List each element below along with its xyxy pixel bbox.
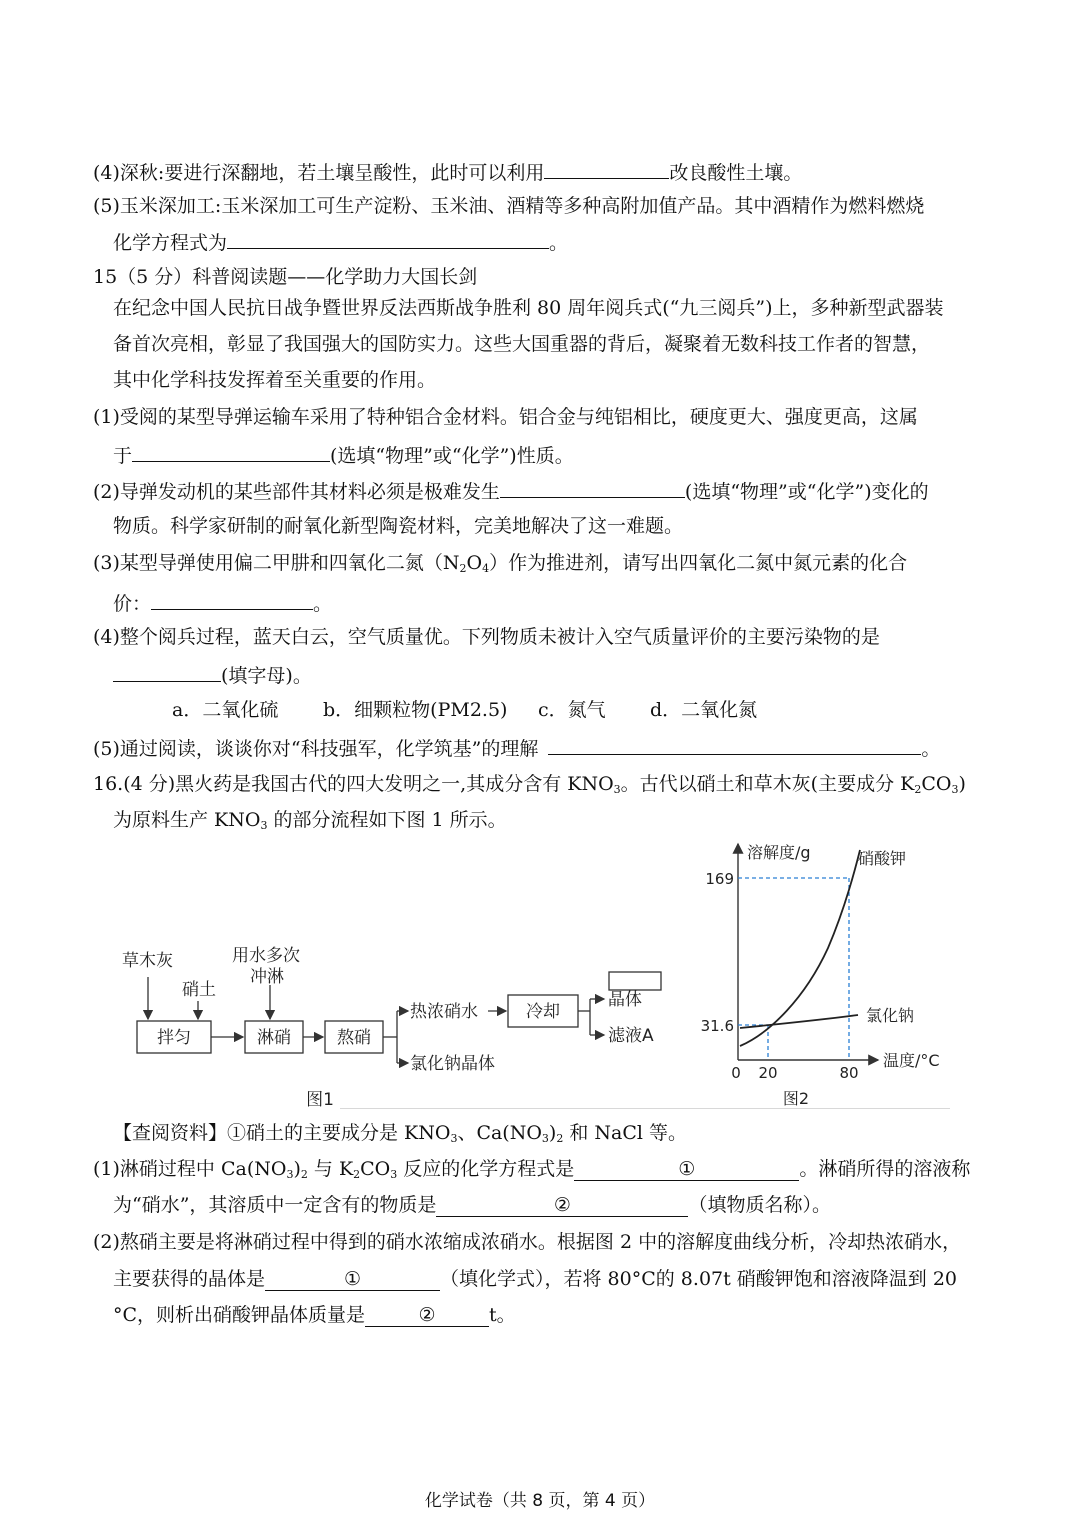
answer-blank-q15-5[interactable] [548, 734, 921, 755]
answer-blank-q15-4[interactable] [113, 661, 221, 682]
q16-stem-line1: 16.(4 分)黑火药是我国古代的四大发明之一,其成分含有 $KNO_3$。古代以硝土和草木灰(主要成分 $K_2CO_3$) [93, 773, 966, 796]
answer-blank-q16-2-2[interactable]: ② [365, 1304, 489, 1327]
label-mix: 拌匀 [157, 1028, 191, 1048]
answer-blank-q14-5[interactable] [227, 228, 549, 249]
x-axis-label: 温度/°C [883, 1051, 940, 1070]
y-tick-169: 169 [705, 870, 734, 888]
q15-item4: (4)整个阅兵过程，蓝天白云，空气质量优。下列物质未被计入空气质量评价的主要污染物的是 [93, 626, 880, 648]
x-tick-80: 80 [839, 1064, 859, 1082]
crystal-blank-box[interactable] [609, 972, 661, 990]
q15-option-a: a．二氧化硫 [172, 699, 279, 721]
figure2-caption: 图2 [782, 1089, 810, 1108]
answer-blank-q16-2-1[interactable]: ① [265, 1268, 440, 1291]
solubility-curve-chart [700, 838, 960, 1116]
input-plant-ash: 草木灰 [122, 951, 173, 971]
q15-item3: (3)某型导弹使用偏二甲肼和四氧化二氮$(N_2O_4)$作为推进剂，请写出四氧化二氮中氮元素的化合 [93, 552, 908, 575]
q14-item5-line2: 化学方程式为 。 [113, 228, 568, 256]
y-axis-label: 溶解度/g [747, 843, 811, 862]
nacl-curve [740, 1015, 858, 1028]
q15-item1-line2: 于 (选填“物理”或“化学”)性质。 [113, 441, 574, 469]
q15-item3-line2: 价： 。 [113, 589, 332, 617]
kno3-curve-label: 硝酸钾 [858, 849, 907, 868]
figure1-caption: 图1 [306, 1090, 334, 1110]
q16-reference-info: 【查阅资料】①硝土的主要成分是 $KNO_3$、$Ca(NO_3)_2$ 和 NaCl 等。 [113, 1122, 688, 1145]
label-boil: 熬硝 [337, 1028, 371, 1048]
nacl-curve-label: 氯化钠 [866, 1006, 915, 1025]
answer-blank-q15-1[interactable] [132, 441, 330, 462]
output-hot-nitre-water: 热浓硝水 [410, 1002, 478, 1022]
label-cool: 冷却 [526, 1002, 560, 1022]
page-footer: 化学试卷（共 8 页，第 4 页） [424, 1491, 656, 1511]
q14-item4: (4)深秋:要进行深翻地，若土壤呈酸性，此时可以利用 改良酸性土壤。 [93, 158, 802, 186]
q15-item2: (2)导弹发动机的某些部件其材料必须是极难发生 (选填“物理”或“化学”)变化的 [93, 477, 929, 505]
answer-blank-q14-4[interactable] [544, 158, 669, 179]
q15-intro-line3: 其中化学科技发挥着至关重要的作用。 [113, 369, 437, 391]
output-filtrate-a: 滤液A [608, 1026, 654, 1046]
q16-item2-line3: °C，则析出硝酸钾晶体质量是 ② t。 [113, 1304, 516, 1326]
q15-item5: (5)通过阅读，谈谈你对“科技强军，化学筑基”的理解 。 [93, 734, 940, 762]
input-water-line2: 冲淋 [250, 967, 284, 987]
q15-item2-line2: 物质。科学家研制的耐氧化新型陶瓷材料，完美地解决了这一难题。 [113, 515, 684, 537]
q16-item1-line2: 为“硝水”，其溶质中一定含有的物质是 ② （填物质名称）。 [113, 1194, 831, 1216]
q15-option-c: c．氮气 [538, 699, 606, 721]
output-nacl-crystal: 氯化钠晶体 [410, 1054, 495, 1074]
q15-option-d: d．二氧化氮 [650, 699, 758, 721]
y-tick-316: 31.6 [700, 1017, 734, 1035]
x-tick-20: 20 [758, 1064, 778, 1082]
x-tick-0: 0 [731, 1064, 741, 1082]
answer-blank-q16-1-1[interactable]: ① [574, 1158, 799, 1181]
answer-blank-q15-2[interactable] [500, 477, 685, 498]
label-leach: 淋硝 [257, 1028, 291, 1048]
q16-stem-line2: 为原料生产 $KNO_3$ 的部分流程如下图 1 所示。 [113, 809, 507, 832]
q15-option-b: b．细颗粒物(PM2.5) [323, 699, 508, 721]
answer-blank-q16-1-2[interactable]: ② [436, 1194, 688, 1217]
q15-item1: (1)受阅的某型导弹运输车采用了特种铝合金材料。铝合金与纯铝相比，硬度更大、强度更高，这属 [93, 406, 918, 428]
q15-intro-line1: 在纪念中国人民抗日战争暨世界反法西斯战争胜利 80 周年阅兵式(“九三阅兵”)上，多种新型武器装 [113, 297, 944, 319]
output-crystal: 晶体 [608, 990, 642, 1010]
q16-item1: (1)淋硝过程中 $Ca(NO_3)_2$ 与 $K_2CO_3$ 反应的化学方程式是 ① 。淋硝所得的溶液称 [93, 1158, 971, 1181]
answer-blank-q15-3[interactable] [151, 589, 313, 610]
q14-item5: (5)玉米深加工:玉米深加工可生产淀粉、玉米油、酒精等多种高附加值产品。其中酒精作为燃料燃烧 [93, 195, 925, 217]
q16-item2: (2)熬硝主要是将淋硝过程中得到的硝水浓缩成浓硝水。根据图 2 中的溶解度曲线分析，冷却热浓硝水， [93, 1231, 962, 1253]
input-nitre-soil: 硝土 [182, 980, 216, 1000]
input-water-line1: 用水多次 [232, 946, 300, 966]
q15-title: 15（5 分）科普阅读题——化学助力大国长剑 [93, 266, 478, 288]
q15-intro-line2: 备首次亮相，彰显了我国强大的国防实力。这些大国重器的背后，凝聚着无数科技工作者的智慧， [113, 333, 931, 355]
process-flow-diagram [110, 935, 670, 1115]
q16-item2-line2: 主要获得的晶体是 ① （填化学式），若将 80°C的 8.07t 硝酸钾饱和溶液降温到 20 [113, 1268, 958, 1290]
figure-divider [340, 1108, 950, 1109]
q15-item4-line2: (填字母)。 [113, 661, 312, 689]
